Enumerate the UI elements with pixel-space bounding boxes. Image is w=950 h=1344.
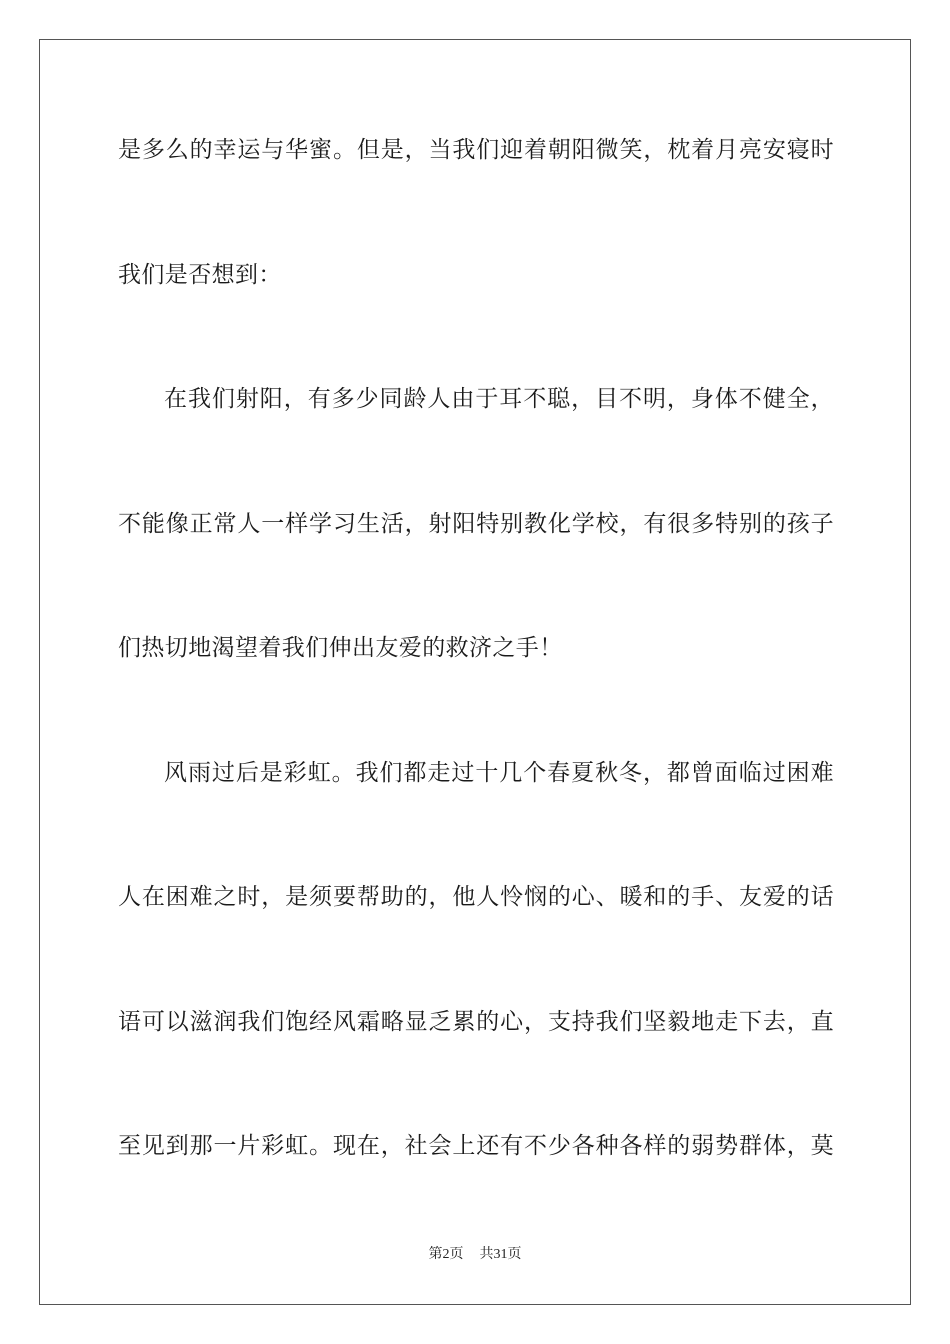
page-footer — [0, 1246, 950, 1264]
text-line-6: 风雨过后是彩虹。我们都走过十几个春夏秋冬，都曾面临过困难 — [164, 760, 834, 786]
page-number: 第2页 — [428, 1247, 464, 1262]
text-line-8: 语可以滋润我们饱经风霜略显乏累的心，支持我们坚毅地走下去，直 — [118, 1009, 834, 1035]
page-border — [39, 39, 911, 1305]
text-line-4: 不能像正常人一样学习生活，射阳特别教化学校，有很多特别的孩子 — [118, 511, 834, 537]
total-pages: 共31页 — [479, 1247, 522, 1262]
text-line-7: 人在困难之时，是须要帮助的，他人怜悯的心、暖和的手、友爱的话 — [118, 884, 834, 910]
text-line-1: 是多么的幸运与华蜜。但是，当我们迎着朝阳微笑，枕着月亮安寝时 — [118, 137, 834, 163]
text-line-5: 们热切地渴望着我们伸出友爱的救济之手！ — [118, 635, 563, 661]
text-line-3: 在我们射阳，有多少同龄人由于耳不聪，目不明，身体不健全， — [164, 386, 834, 412]
text-line-9: 至见到那一片彩虹。现在，社会上还有不少各种各样的弱势群体，莫 — [118, 1133, 834, 1159]
text-line-2: 我们是否想到： — [118, 262, 282, 288]
